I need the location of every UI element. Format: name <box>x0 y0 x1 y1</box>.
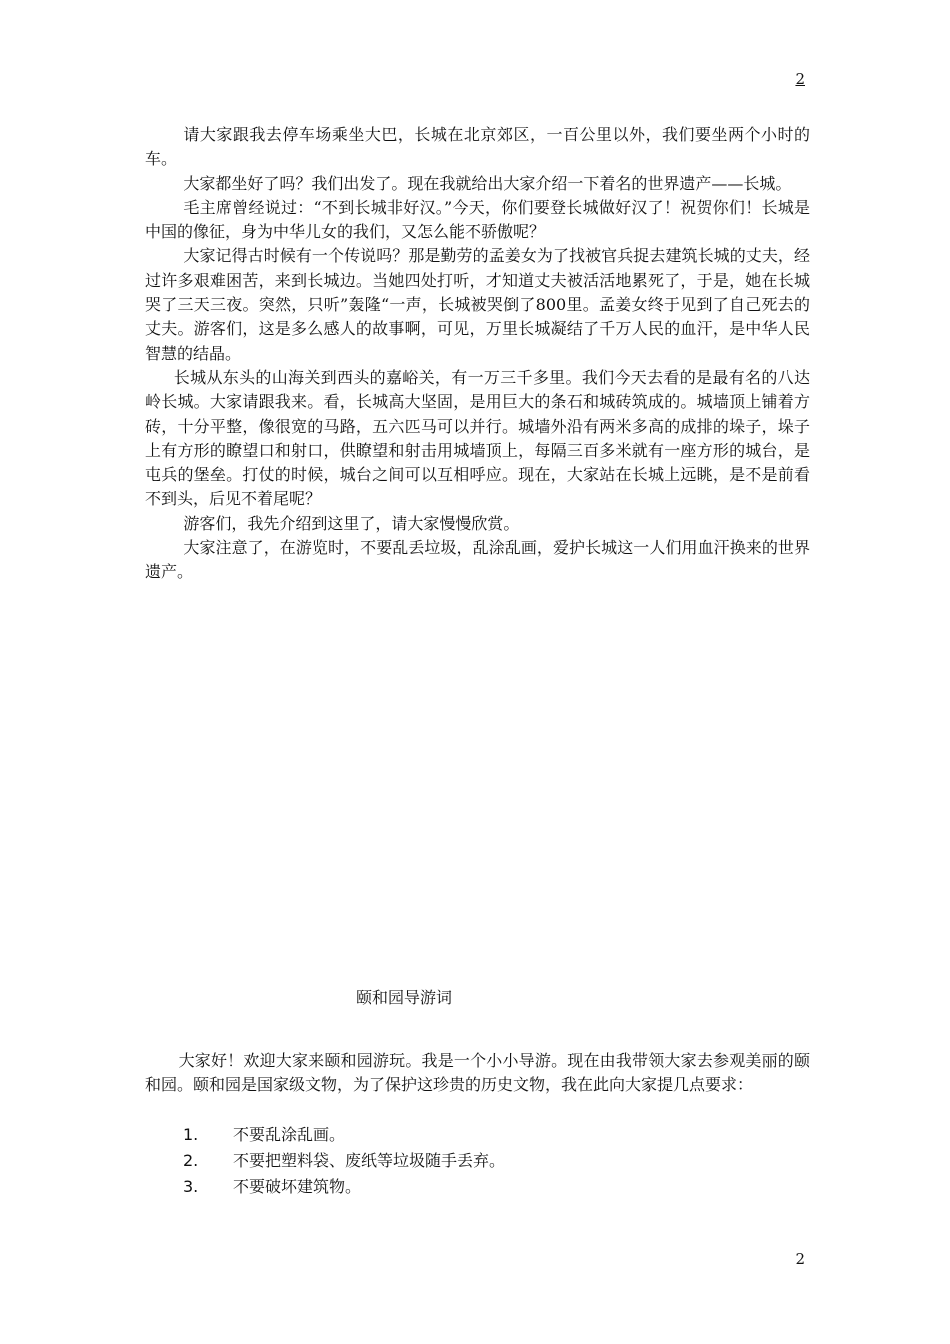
list-item <box>183 1175 505 1199</box>
list-item-text: 不要破坏建筑物。 <box>233 1177 362 1196</box>
paragraph: 请大家跟我去停车场乘坐大巴，长城在北京郊区，一百公里以外，我们要坐两个小时的车。 <box>145 125 810 169</box>
page-number-bottom: 2 <box>795 1250 805 1268</box>
paragraph: 长城从东头的山海关到西头的嘉峪关，有一万三千多里。我们今天去看的是最有名的八达岭长城。大家请跟我来。看，长城高大坚固，是用巨大的条石和城砖筑成的。城墙顶上铺着方砖，十分平整，像很宽的马路，五六匹马可以并行。城墙外沿有两米多高的成排的垛子，垛子上有方形的瞭望口和射口，供瞭望和射击用城墙顶上，每隔三百多米就有一座方形的城台，是屯兵的堡垒。打仗的时候，城台之间可以互相呼应。现在，大家站在长城上远眺，是不是前看不到头，后见不着尾呢？ <box>145 367 810 509</box>
paragraph: 游客们，我先介绍到这里了，请大家慢慢欣赏。 <box>183 513 520 533</box>
paragraph: 大家记得古时候有一个传说吗？那是勤劳的孟姜女为了找被官兵捉去建筑长城的丈夫，经过许多艰难困苦，来到长城边。当她四处打听，才知道丈夫被活活地累死了，于是，她在长城哭了三天三夜。突然，只听”轰隆“一声，长城被哭倒了800里。孟姜女终于见到了自己死去的丈夫。游客们，这是多么感人的故事啊，可见，万里长城凝结了千万人民的血汗，是中华人民智慧的结晶。 <box>145 246 810 363</box>
list-item-number: 2. <box>183 1151 199 1170</box>
list-item <box>183 1149 505 1173</box>
paragraph: 大家都坐好了吗？我们出发了。现在我就给出大家介绍一下着名的世界遗产——长城。 <box>183 173 792 193</box>
list-item-text: 不要把塑料袋、废纸等垃圾随手丢弃。 <box>233 1151 506 1170</box>
rules-list <box>183 1123 505 1201</box>
paragraph: 大家注意了，在游览时，不要乱丢垃圾，乱涂乱画，爱护长城这一人们用血汗换来的世界遗产。 <box>145 538 810 582</box>
intro-paragraph: 大家好！欢迎大家来颐和园游玩。我是一个小小导游。现在由我带领大家去参观美丽的颐和园。颐和园是国家级文物，为了保护这珍贵的历史文物，我在此向大家提几点要求： <box>145 1051 810 1095</box>
list-item-number: 1. <box>183 1125 199 1144</box>
summer-palace-title: 颐和园导游词 <box>356 988 453 1007</box>
list-item <box>183 1123 505 1147</box>
list-item-text: 不要乱涂乱画。 <box>233 1125 346 1144</box>
summer-palace-section <box>145 1049 810 1098</box>
page-number-top: 2 <box>795 70 805 88</box>
great-wall-section <box>145 123 810 585</box>
list-item-number: 3. <box>183 1177 199 1196</box>
paragraph: 毛主席曾经说过：“不到长城非好汉。”今天，你们要登长城做好汉了！祝贺你们！长城是中国的像征，身为中华儿女的我们，又怎么能不骄傲呢？ <box>145 197 810 242</box>
